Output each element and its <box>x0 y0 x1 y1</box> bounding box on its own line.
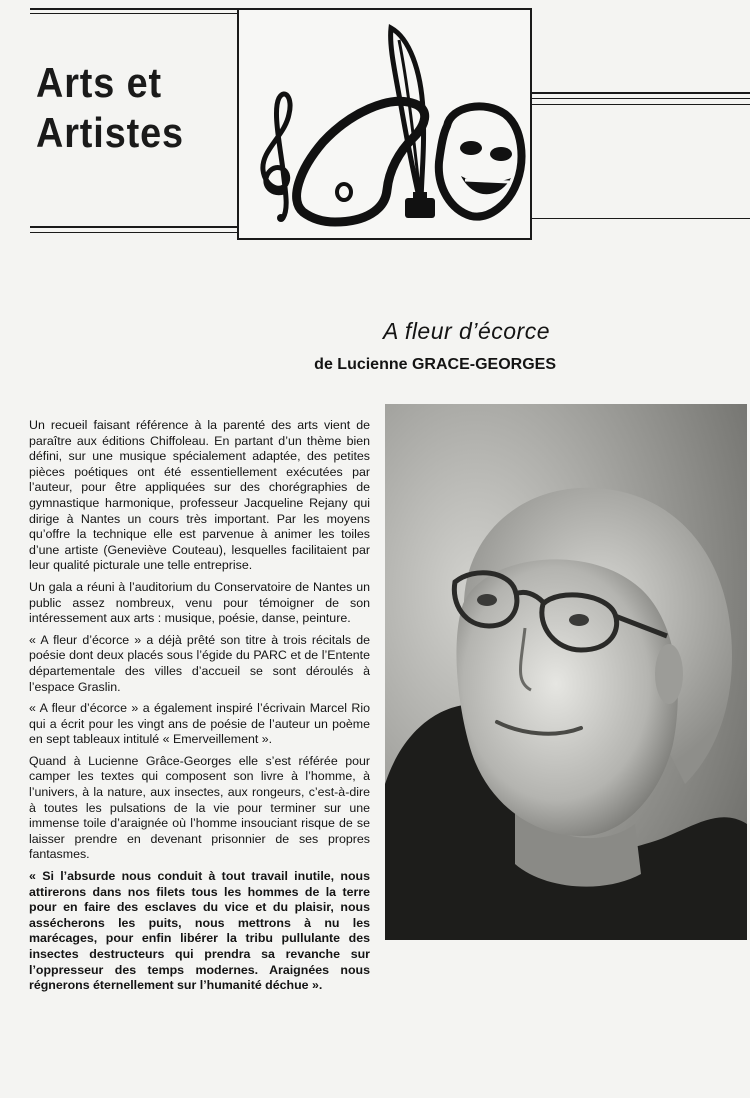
body-paragraph: Un recueil faisant référence à la parenté des arts vient de paraître aux éditions Chiffoleau. En partant d’un thème bien défini, sur une musique spécialement adaptée, des petites pièces poétiques ont été essentiellement exécutées par l’auteur, pour être appliquées sur des chorégraphies de gymnastique harmonique, professeur Jacqueline Rejany qui dirige à Nantes un cours très important. Par les moyens qu’offre la technique elle est parvenue à animer les toiles d’une artiste (Geneviève Couteau), lesquelles facilitaient par leur qualité picturale une telle entreprise. <box>29 418 370 573</box>
portrait-illustration <box>385 404 747 940</box>
byline-author: GRACE-GEORGES <box>411 356 556 373</box>
body-paragraph: « A fleur d’écorce » a déjà prêté son titre à trois récitals de poésie dont deux placés sous l’égide du PARC et de l’Entente départementale des villes d’accueil se sont déroulés à l’espace Graslin. <box>29 632 370 694</box>
masthead-title-line1: Arts et <box>36 59 163 106</box>
closing-quote: « Si l’absurde nous conduit à tout travail inutile, nous attirerons dans nos filets tous les hommes de la terre pour en faire des esclaves du vice et du plaisir, nous assécherons les puits, nous mettrons à nu les marécages, pour enfin libérer la tribu pullulante des insectes destructeurs qui prendra sa revanche sur l’oppresseur des temps modernes. Araignées nous régnerons éternellement sur l’humanité déchue ». <box>29 869 370 993</box>
rule-right-1 <box>532 92 750 94</box>
author-portrait-photo <box>385 404 747 940</box>
rule-bottom-left-2 <box>30 232 237 233</box>
treble-clef-icon <box>263 94 290 218</box>
rule-bottom-left-1 <box>30 226 237 228</box>
rule-top-left-2 <box>30 13 237 14</box>
article-byline <box>0 356 556 374</box>
rule-right-3 <box>532 104 750 105</box>
article-body <box>29 418 370 1000</box>
body-paragraph: « A fleur d’écorce » a également inspiré l’écrivain Marcel Rio qui a écrit pour les vingt ans de poésie de l’auteur un poème en sept tableaux intitulé « Emerveillement ». <box>29 701 370 747</box>
inkwell-icon <box>405 198 435 218</box>
rule-right-4 <box>532 218 750 219</box>
theater-mask-icon <box>439 106 522 216</box>
rule-top-left-1 <box>30 8 237 10</box>
article-title: A fleur d’écorce <box>383 318 550 344</box>
masthead-title <box>36 58 226 158</box>
rule-right-2 <box>532 98 750 99</box>
arts-logo <box>237 8 532 240</box>
masthead-title-line2: Artistes <box>36 109 184 156</box>
arts-logo-illustration <box>239 10 530 238</box>
body-paragraph: Un gala a réuni à l’auditorium du Conservatoire de Nantes un public assez nombreux, venu pour témoigner de son intéressement aux arts : musique, poésie, danse, peinture. <box>29 579 370 626</box>
body-paragraph: Quand à Lucienne Grâce-Georges elle s’est référée pour camper les textes qui composent son livre à l’homme, à l’univers, à la nature, aux insectes, aux rongeurs, c’est-à-dire à toutes les pulsations de la vie pour terminer sur une immense toile d’araignée où l’homme insouciant risque de se laisser prendre en devenant prisonnier de ses propres fantasmes. <box>29 753 370 862</box>
byline-prefix: de Lucienne <box>314 356 408 373</box>
